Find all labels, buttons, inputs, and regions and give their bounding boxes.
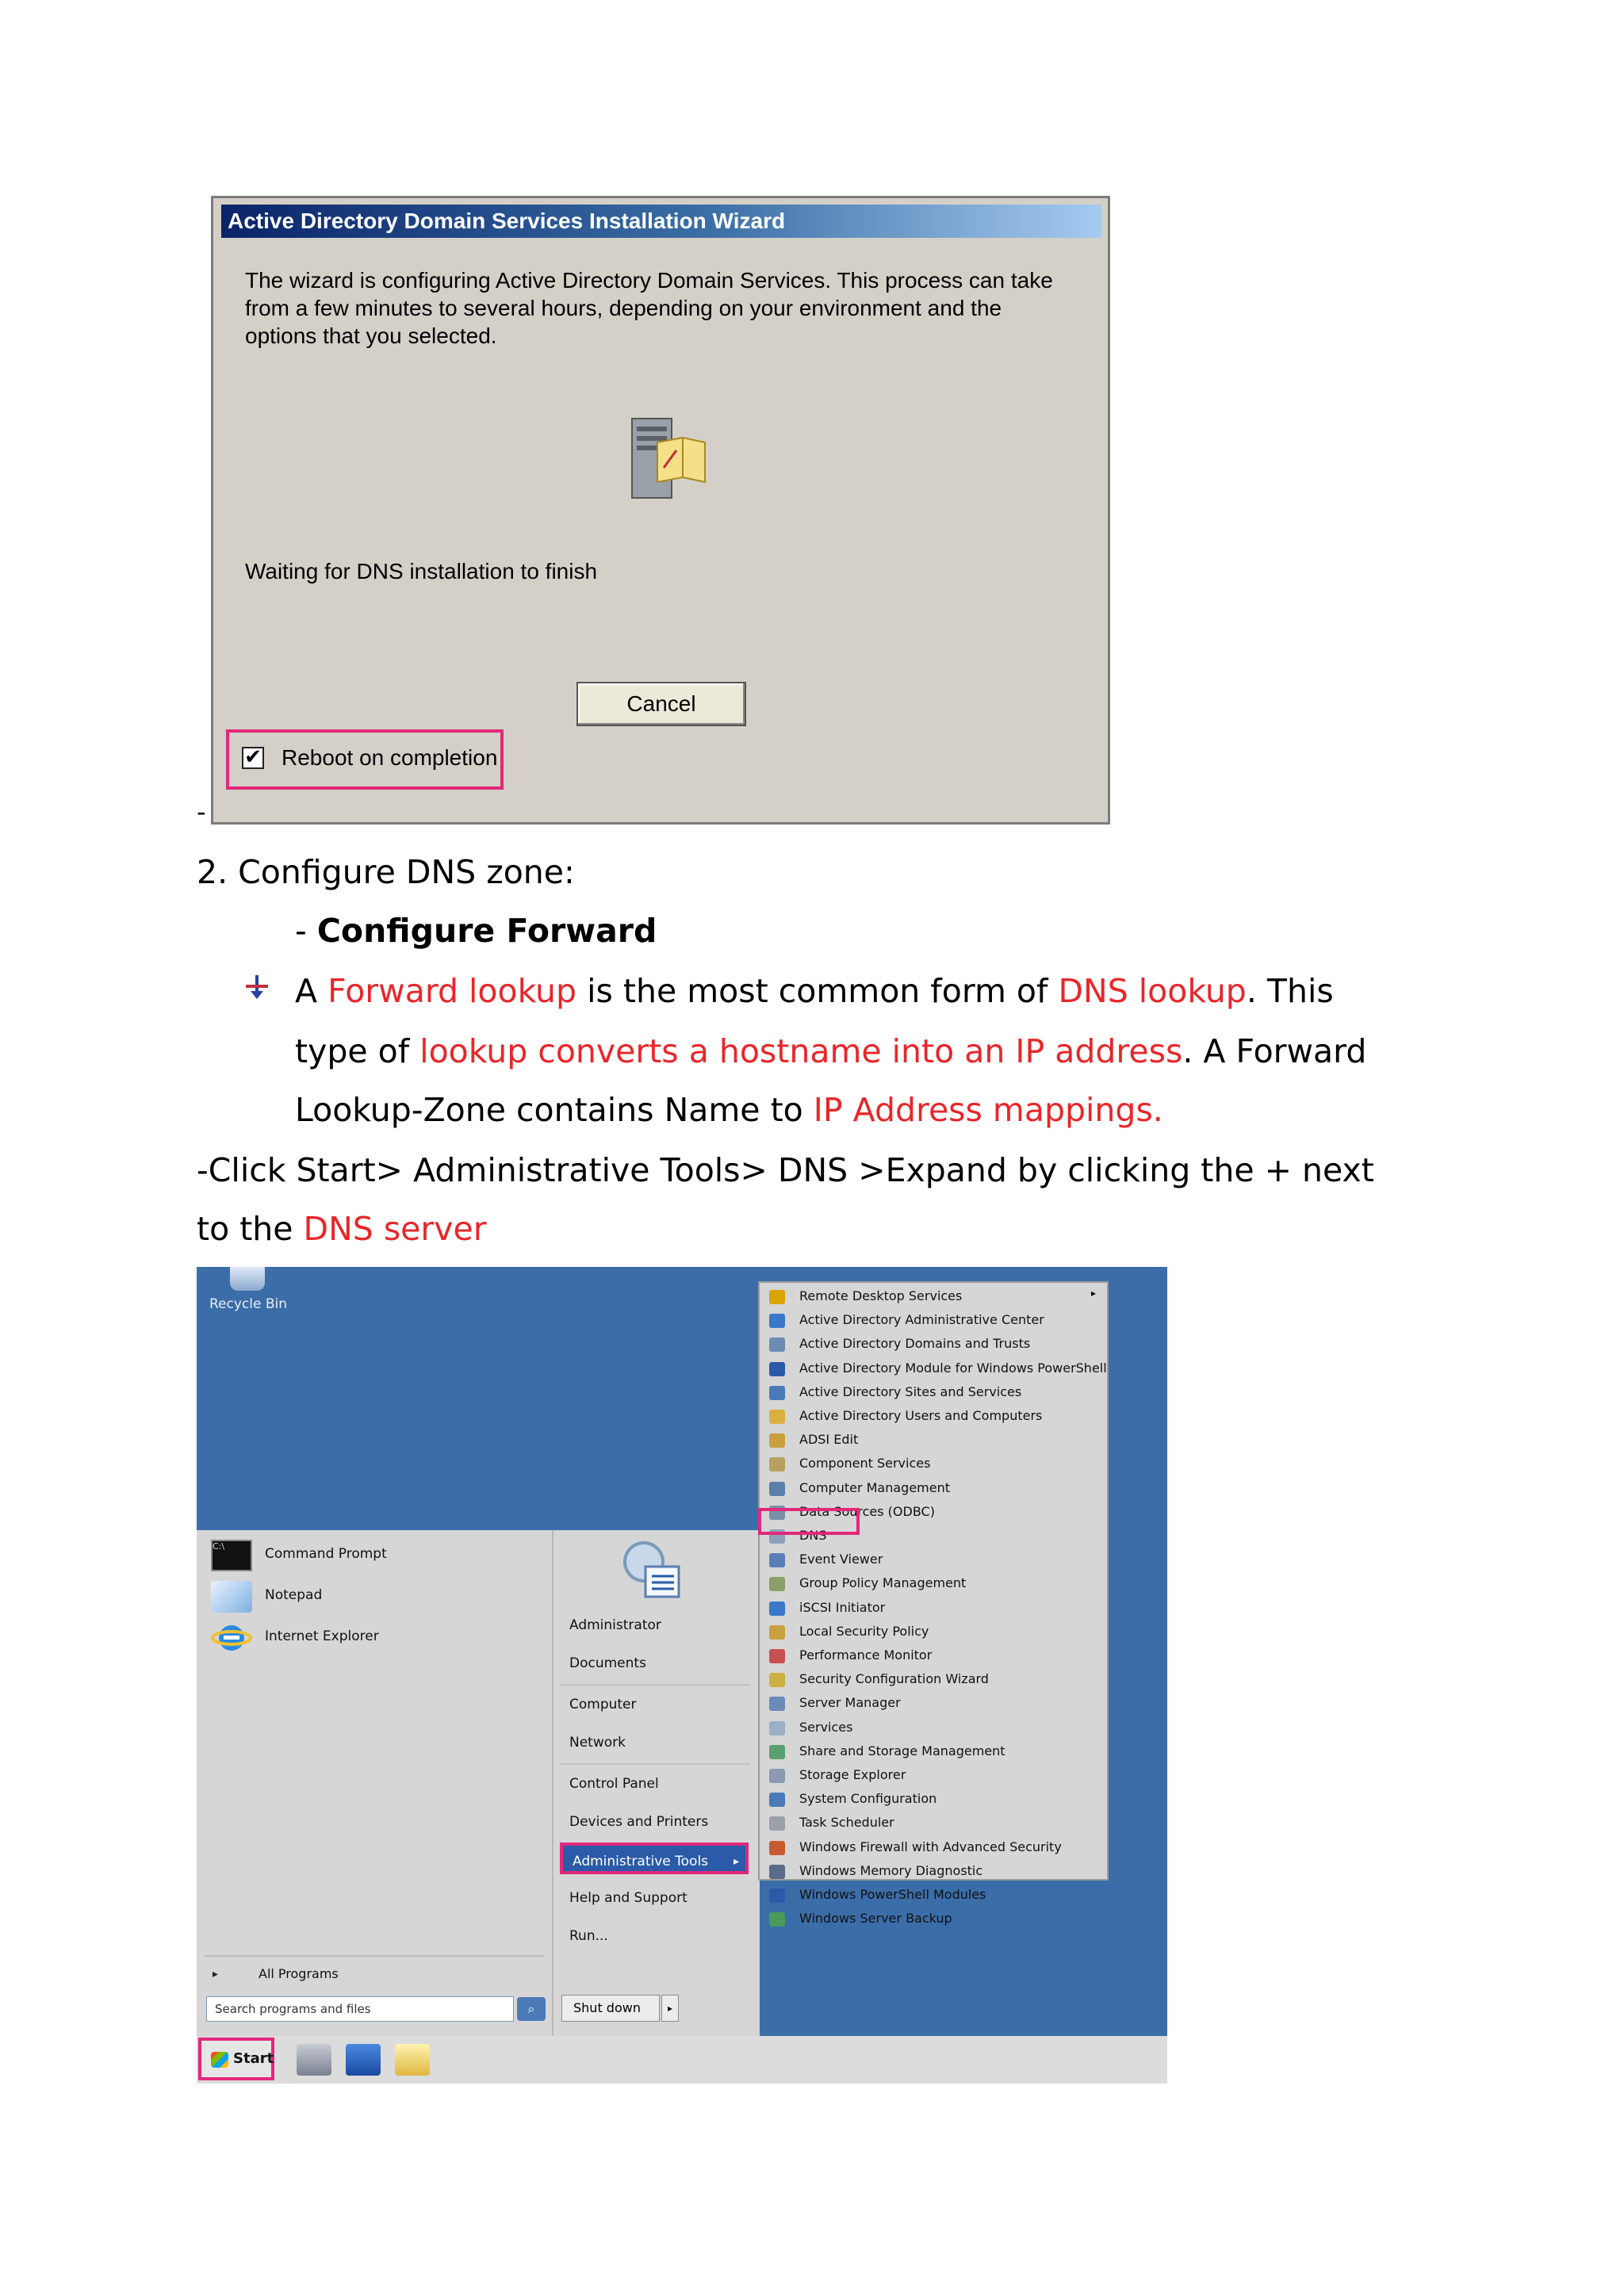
- start-menu-places-pane: [553, 1530, 760, 2036]
- place-network[interactable]: Network: [569, 1735, 626, 1751]
- pinned-label: Notepad: [265, 1587, 323, 1603]
- command-prompt-icon: C:\: [211, 1540, 252, 1571]
- all-programs-arrow-icon: ▸: [213, 1968, 219, 1980]
- admin-tool-icon: [769, 1457, 785, 1471]
- admin-tool-label: System Configuration: [799, 1791, 937, 1807]
- admin-tool-label: Computer Management: [799, 1479, 951, 1495]
- admin-tool-icon: [769, 1697, 785, 1711]
- installation-wizard-dialog: [211, 196, 1110, 825]
- admin-tool-icon: [769, 1337, 785, 1352]
- wizard-status-text: Waiting for DNS installation to finish: [245, 559, 598, 584]
- admin-tool-icon: [769, 1745, 785, 1759]
- server-book-icon: [626, 411, 713, 506]
- admin-tool-icon: [769, 1625, 785, 1640]
- submenu-arrow-icon: ▸: [1090, 1288, 1096, 1299]
- admin-tool-label: Group Policy Management: [799, 1575, 967, 1591]
- admin-tool-item[interactable]: [764, 1908, 1105, 1931]
- shut-down-options-arrow-icon[interactable]: ▸: [661, 1995, 679, 2022]
- admin-tool-item[interactable]: [764, 1382, 1105, 1404]
- admin-tool-item[interactable]: [764, 1837, 1105, 1859]
- admin-tool-icon: [769, 1362, 785, 1376]
- highlight-text: DNS lookup: [1058, 972, 1247, 1010]
- admin-tool-icon: [769, 1841, 785, 1855]
- highlight-text: Forward lookup: [327, 972, 577, 1010]
- admin-tool-label: Windows Server Backup: [799, 1911, 952, 1927]
- notepad-icon: [211, 1581, 252, 1613]
- shut-down-button[interactable]: Shut down: [561, 1995, 660, 2022]
- admin-tool-label: DNS: [799, 1528, 827, 1543]
- admin-tool-item[interactable]: [764, 1717, 1105, 1739]
- admin-tool-item[interactable]: [764, 1453, 1105, 1475]
- admin-tool-label: ADSI Edit: [799, 1432, 859, 1448]
- start-menu-programs-pane: [197, 1530, 553, 2036]
- place-help-and-support[interactable]: Help and Support: [569, 1890, 688, 1906]
- pinned-label: Command Prompt: [265, 1546, 387, 1562]
- admin-tool-icon: [769, 1482, 785, 1496]
- admin-tool-icon: [769, 1386, 785, 1400]
- start-button[interactable]: [198, 2038, 274, 2080]
- admin-tool-icon: [769, 1721, 785, 1735]
- dash-prefix: -: [295, 912, 317, 950]
- admin-tool-item[interactable]: [764, 1621, 1105, 1644]
- admin-tool-item[interactable]: [764, 1741, 1105, 1763]
- powershell-icon[interactable]: [346, 2044, 381, 2076]
- text: . This: [1246, 972, 1334, 1010]
- place-control-panel[interactable]: Control Panel: [569, 1776, 659, 1792]
- admin-tool-item[interactable]: [764, 1358, 1105, 1380]
- admin-tool-label: Active Directory Administrative Center: [799, 1312, 1044, 1328]
- admin-tool-icon: [769, 1673, 785, 1687]
- divider: [205, 1955, 544, 1957]
- admin-tool-label: Active Directory Module for Windows PowerShell: [799, 1360, 1107, 1376]
- text: type of: [295, 1032, 420, 1070]
- admin-tool-label: iSCSI Initiator: [799, 1599, 886, 1615]
- windows-logo-icon: [211, 2052, 228, 2068]
- place-computer[interactable]: Computer: [569, 1697, 637, 1712]
- paragraph-line-3: [295, 1089, 1163, 1131]
- bullet-arrow-icon: [243, 974, 271, 1002]
- highlight-text: DNS server: [303, 1210, 487, 1248]
- admin-tool-label: Local Security Policy: [799, 1623, 929, 1639]
- recycle-bin-icon[interactable]: [230, 1267, 265, 1291]
- admin-tool-item[interactable]: [764, 1549, 1105, 1571]
- admin-tool-item[interactable]: [764, 1645, 1105, 1667]
- admin-tool-icon: [769, 1314, 785, 1328]
- admin-tool-label: Storage Explorer: [799, 1767, 906, 1782]
- search-input[interactable]: Search programs and files: [206, 1996, 514, 2022]
- admin-tool-icon: [769, 1601, 785, 1616]
- admin-tool-icon: [769, 1888, 785, 1903]
- highlight-text: IP Address mappings.: [813, 1091, 1163, 1129]
- admin-tool-item[interactable]: [764, 1789, 1105, 1811]
- divider: [560, 1763, 750, 1765]
- admin-tool-item[interactable]: [764, 1286, 1105, 1308]
- instruction-line-2: [197, 1208, 487, 1249]
- wizard-description: The wizard is configuring Active Directory Domain Services. This process can take from a few minutes to several hours, depending on your environment and the options that you selected.: [245, 268, 1053, 348]
- submenu-arrow-icon: ▸: [733, 1855, 739, 1868]
- admin-tool-label: Security Configuration Wizard: [799, 1671, 989, 1687]
- stray-dash: -: [197, 797, 206, 827]
- admin-tool-icon: [769, 1553, 785, 1567]
- admin-tool-item[interactable]: [764, 1429, 1105, 1452]
- dns-highlight-box: [758, 1508, 860, 1535]
- highlight-text: lookup converts a hostname into an IP address: [419, 1032, 1183, 1070]
- admin-tool-label: Active Directory Sites and Services: [799, 1383, 1022, 1399]
- admin-tool-icon: [769, 1769, 785, 1783]
- text: . A Forward: [1182, 1032, 1367, 1070]
- admin-tool-label: Windows Memory Diagnostic: [799, 1862, 983, 1878]
- taskbar: [197, 2036, 1167, 2084]
- admin-tool-label: Event Viewer: [799, 1552, 883, 1567]
- paragraph-line-2: [295, 1031, 1366, 1072]
- admin-tool-label: Active Directory Users and Computers: [799, 1408, 1043, 1423]
- admin-tool-icon: [769, 1290, 785, 1304]
- admin-tool-icon: [769, 1793, 785, 1807]
- admin-tool-item[interactable]: [764, 1478, 1105, 1500]
- text: is the most common form of: [576, 972, 1059, 1010]
- admin-tool-label: Windows PowerShell Modules: [799, 1887, 986, 1902]
- admin-tool-label: Windows Firewall with Advanced Security: [799, 1839, 1062, 1854]
- configure-forward-label: Configure Forward: [316, 912, 657, 950]
- admin-tool-item[interactable]: [764, 1693, 1105, 1715]
- admin-tool-label: Share and Storage Management: [799, 1743, 1005, 1758]
- place-administrator[interactable]: Administrator: [569, 1617, 661, 1633]
- admin-tool-icon: [769, 1865, 785, 1879]
- admin-tool-item[interactable]: [764, 1861, 1105, 1883]
- wizard-title-bar: Active Directory Domain Services Installation Wizard: [221, 205, 1101, 238]
- administrative-tools-submenu: [758, 1281, 1109, 1927]
- paragraph-line-1: [295, 970, 1334, 1012]
- admin-tool-icon: [769, 1433, 785, 1448]
- admin-tool-item[interactable]: [764, 1573, 1105, 1595]
- admin-tool-icon: [769, 1816, 785, 1831]
- admin-tool-icon: [769, 1912, 785, 1927]
- text: to the: [197, 1210, 304, 1248]
- place-administrative-tools[interactable]: [560, 1843, 749, 1874]
- admin-tool-icon: [769, 1410, 785, 1424]
- admin-tool-label: Active Directory Domains and Trusts: [799, 1336, 1031, 1352]
- internet-explorer-icon: [211, 1622, 252, 1654]
- admin-tool-label: Server Manager: [799, 1695, 901, 1711]
- place-run[interactable]: Run...: [569, 1928, 608, 1944]
- admin-tool-label: Component Services: [799, 1456, 931, 1471]
- pinned-label: Internet Explorer: [265, 1628, 379, 1644]
- admin-tool-label: Task Scheduler: [799, 1815, 894, 1831]
- admin-tool-item[interactable]: [764, 1598, 1105, 1620]
- admin-tool-label: Performance Monitor: [799, 1647, 933, 1663]
- configure-forward-heading: [295, 910, 657, 951]
- recycle-bin-label: Recycle Bin: [209, 1296, 288, 1312]
- admin-tool-icon: [769, 1649, 785, 1663]
- explorer-folder-icon[interactable]: [395, 2044, 430, 2076]
- admin-tool-item[interactable]: [764, 1310, 1105, 1332]
- place-documents[interactable]: Documents: [569, 1655, 646, 1671]
- start-menu-screenshot: [197, 1267, 1167, 2084]
- divider: [560, 1684, 750, 1686]
- administrative-tools-label: Administrative Tools: [573, 1854, 709, 1869]
- admin-tool-item[interactable]: [764, 1669, 1105, 1691]
- reboot-checkbox[interactable]: ✔: [242, 747, 264, 769]
- admin-tool-item[interactable]: [764, 1812, 1105, 1835]
- search-icon[interactable]: ⌕: [517, 1997, 546, 2021]
- step-2-heading: 2. Configure DNS zone:: [197, 853, 575, 891]
- administrator-picture-icon: [612, 1532, 684, 1605]
- admin-tool-label: Remote Desktop Services: [799, 1288, 963, 1303]
- admin-tool-label: Data Sources (ODBC): [799, 1503, 935, 1519]
- cancel-button[interactable]: Cancel: [576, 682, 746, 726]
- instruction-line-1: -Click Start> Administrative Tools> DNS >Expand by clicking the + next: [197, 1151, 1374, 1189]
- admin-tool-item[interactable]: [764, 1885, 1105, 1907]
- reboot-checkbox-label: Reboot on completion: [282, 745, 498, 770]
- all-programs-link[interactable]: All Programs: [259, 1966, 339, 1981]
- server-manager-icon[interactable]: [297, 2044, 331, 2076]
- text: Lookup-Zone contains Name to: [295, 1091, 814, 1129]
- start-label: Start: [233, 2050, 274, 2067]
- admin-tool-item[interactable]: [764, 1334, 1105, 1356]
- admin-tool-item[interactable]: [764, 1765, 1105, 1787]
- place-devices-and-printers[interactable]: Devices and Printers: [569, 1814, 709, 1830]
- admin-tool-icon: [769, 1577, 785, 1591]
- admin-tool-label: Services: [799, 1719, 853, 1735]
- text: A: [295, 972, 328, 1010]
- admin-tool-item[interactable]: [764, 1406, 1105, 1428]
